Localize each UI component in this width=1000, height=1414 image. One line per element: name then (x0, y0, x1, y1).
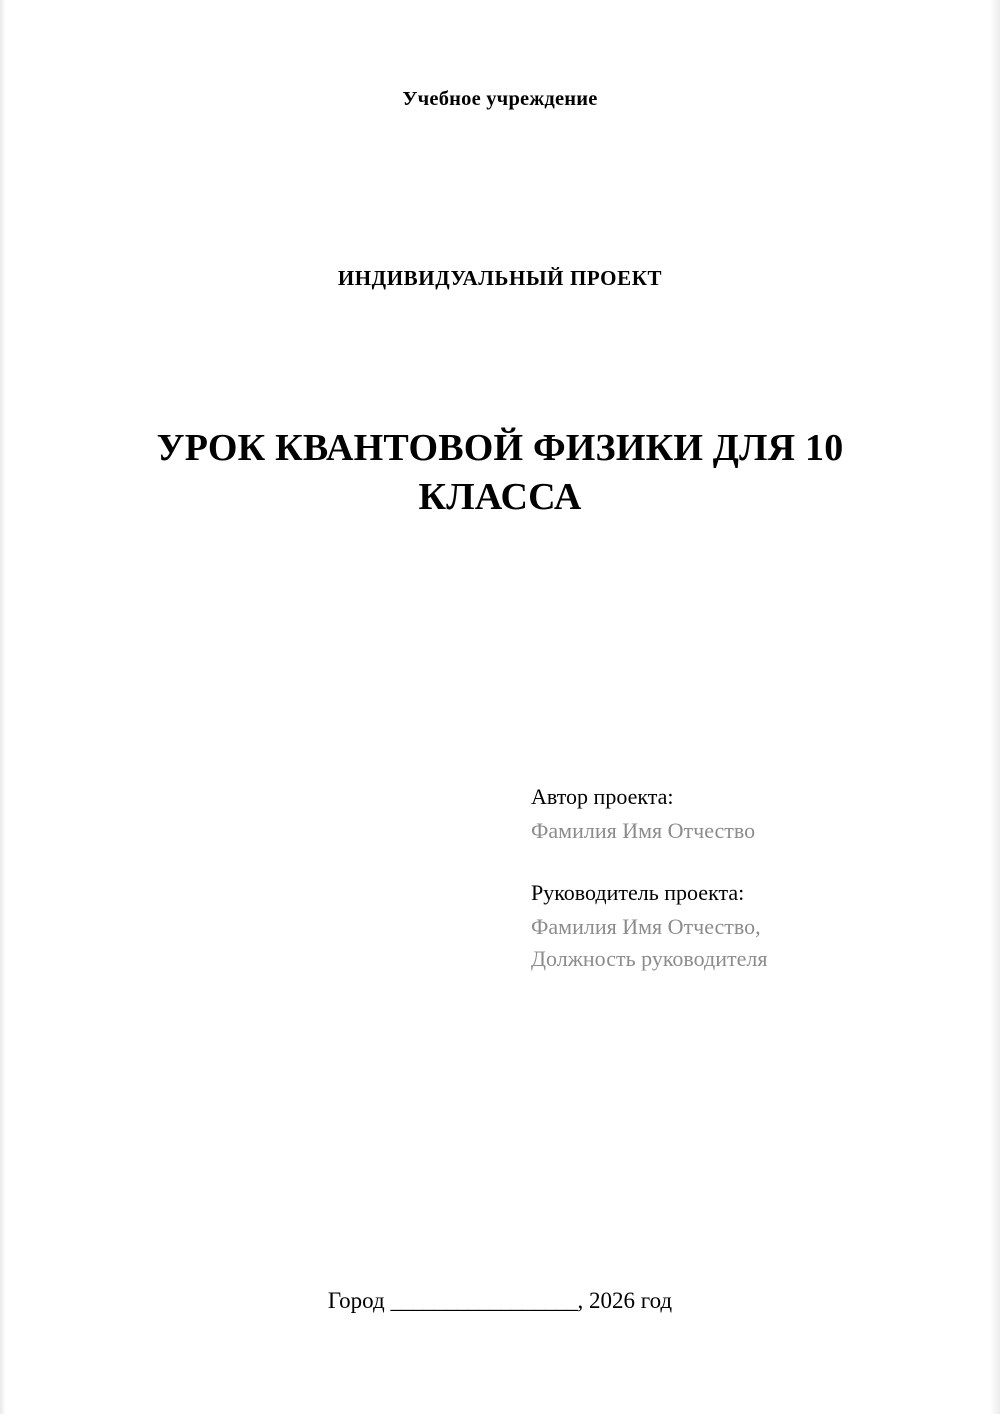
city-blank-line: _________________ (390, 1288, 578, 1313)
supervisor-value-line-2: Должность руководителя (531, 946, 768, 971)
supervisor-value-line-1: Фамилия Имя Отчество, (531, 914, 761, 939)
document-type-heading: ИНДИВИДУАЛЬНЫЙ ПРОЕКТ (337, 266, 663, 290)
author-block (531, 786, 931, 970)
supervisor-label: Руководитель проекта: (531, 880, 745, 905)
author-block-spacer (531, 842, 931, 882)
institution-name: Учебное учреждение (402, 88, 598, 110)
author-value: Фамилия Имя Отчество (531, 818, 756, 843)
page-title: УРОК КВАНТОВОЙ ФИЗИКИ ДЛЯ 10 КЛАССА (156, 427, 844, 518)
year-text: , 2026 год (577, 1288, 673, 1313)
footer-line (0, 1288, 1000, 1314)
city-label: Город (327, 1288, 385, 1313)
author-label: Автор проекта: (531, 784, 674, 809)
